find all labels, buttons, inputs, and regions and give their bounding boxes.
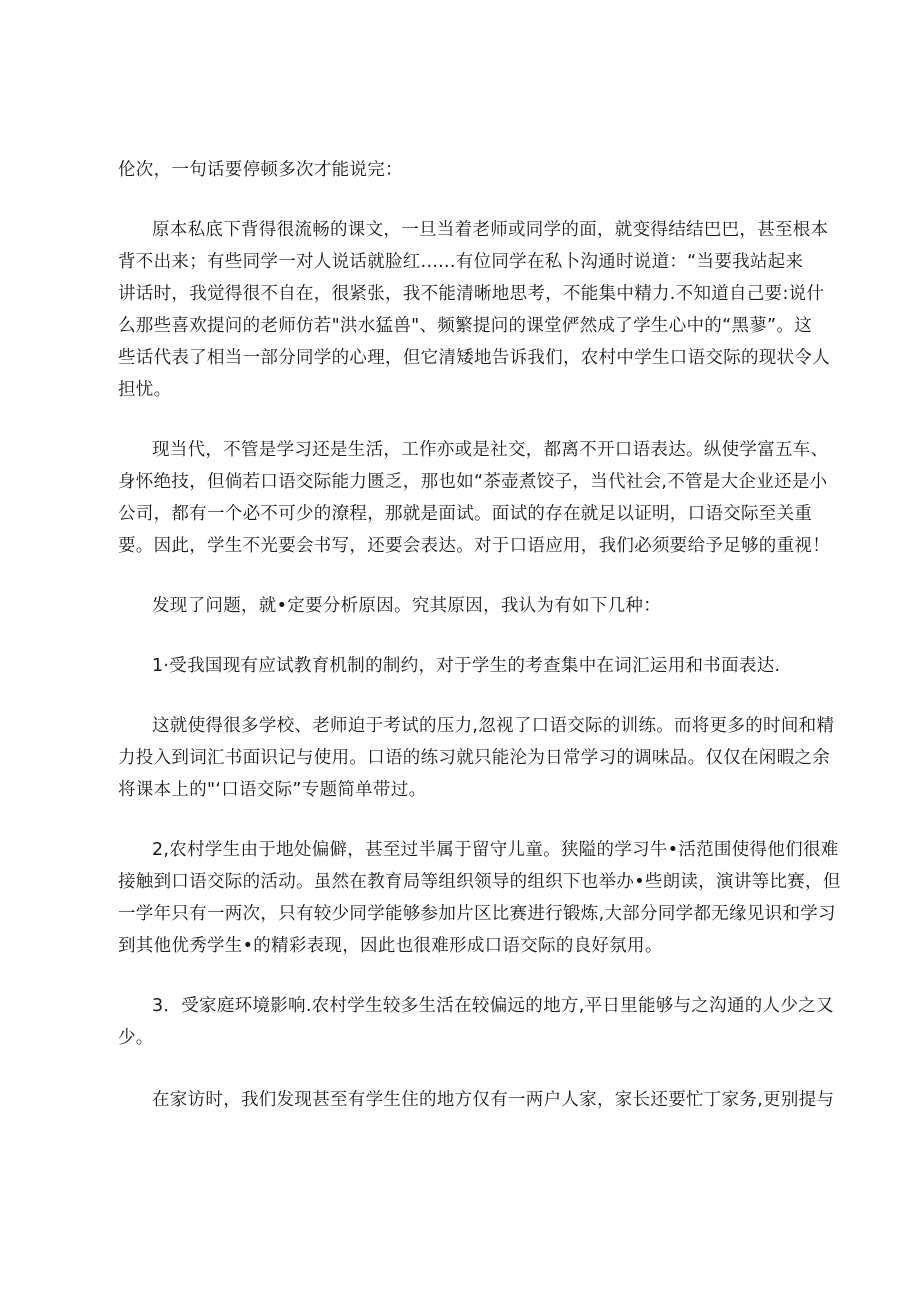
text-line: 担忧。 [118,380,172,400]
text-line: 一学年只有一两次，只有较少同学能够参加片区比赛进行锻炼,大部分同学都无缘见识和学习 [118,904,836,924]
text-line: 接触到口语交际的活动。虽然在教育局等组织领导的组织下也举办•些朗读，演讲等比赛，但 [118,872,841,892]
text-line: 发现了问题，就•定要分析原因。究其原因，我认为有如下几种： [152,596,662,616]
text-line: 要。因此，学生不光要会书写，还要会表达。对于口语应用，我们必须要给予足够的重视！ [118,536,830,556]
text-line: 么那些喜欢提问的老师仿若"洪水猛兽"、频繁提问的课堂俨然成了学生心中的“黑蓼”。这 [118,316,813,336]
text-line: 在家访时，我们发现甚至有学生住的地方仅有一两户人家，家长还要忙丁家务,更别提与 [152,1090,835,1110]
text-line: 伦次，一句话要停顿多次才能说完： [118,160,403,180]
text-line: 原本私底下背得很流畅的课文，一旦当着老师或同学的面，就变得结结巴巴，甚至根本 [152,220,829,240]
text-line: 身怀绝技，但倘若口语交际能力匮乏，那也如“茶壶煮饺子，当代社会,不管是大企业还是小 [118,472,828,492]
text-line: 力投入到词汇书面识记与使用。口语的练习就只能沦为日常学习的调味品。仅仅在闲暇之余 [118,748,830,768]
text-line: 这就使得很多学校、老师迫于考试的压力,忽视了口语交际的训练。而将更多的时间和精 [152,716,835,736]
text-line: 少。 [118,1028,154,1048]
text-line: 2,农村学生由于地处偏僻，甚至过半属于留守儿童。狭隘的学习牛•活范围使得他们很难 [152,840,839,860]
text-line: 将课本上的"‘口语交际”专题简单带过。 [118,780,427,800]
text-line: 到其他优秀学生•的精彩表现，因此也很难形成口语交际的良好氛用。 [118,936,663,956]
text-line: 讲话时，我觉得很不自在，很紧张，我不能清晰地思考，不能集中精力.不知道自己要:说什 [118,284,825,304]
text-line: 3．受家庭环境影响.农村学生较多生活在较偏远的地方,平日里能够与之沟通的人少之又 [152,996,834,1016]
text-line: 些话代表了相当一部分同学的心理，但它清矮地告诉我们，农村中学生口语交际的现状令人 [118,348,830,368]
text-line: 公司，都有一个必不可少的潦程，那就是面试。面试的存在就足以证明，口语交际至关重 [118,504,813,524]
text-line: 1·受我国现有应试教育机制的制约，对于学生的考查集中在词汇运用和书面表达. [152,656,781,676]
text-line: 现当代，不管是学习还是生活，工作亦或是社交，都离不开口语表达。纵使学富五车、 [152,440,829,460]
text-line: 背不出来；有些同学一对人说话就脸红......有位同学在私卜沟通时说道：“当要我站起来 [118,252,804,272]
